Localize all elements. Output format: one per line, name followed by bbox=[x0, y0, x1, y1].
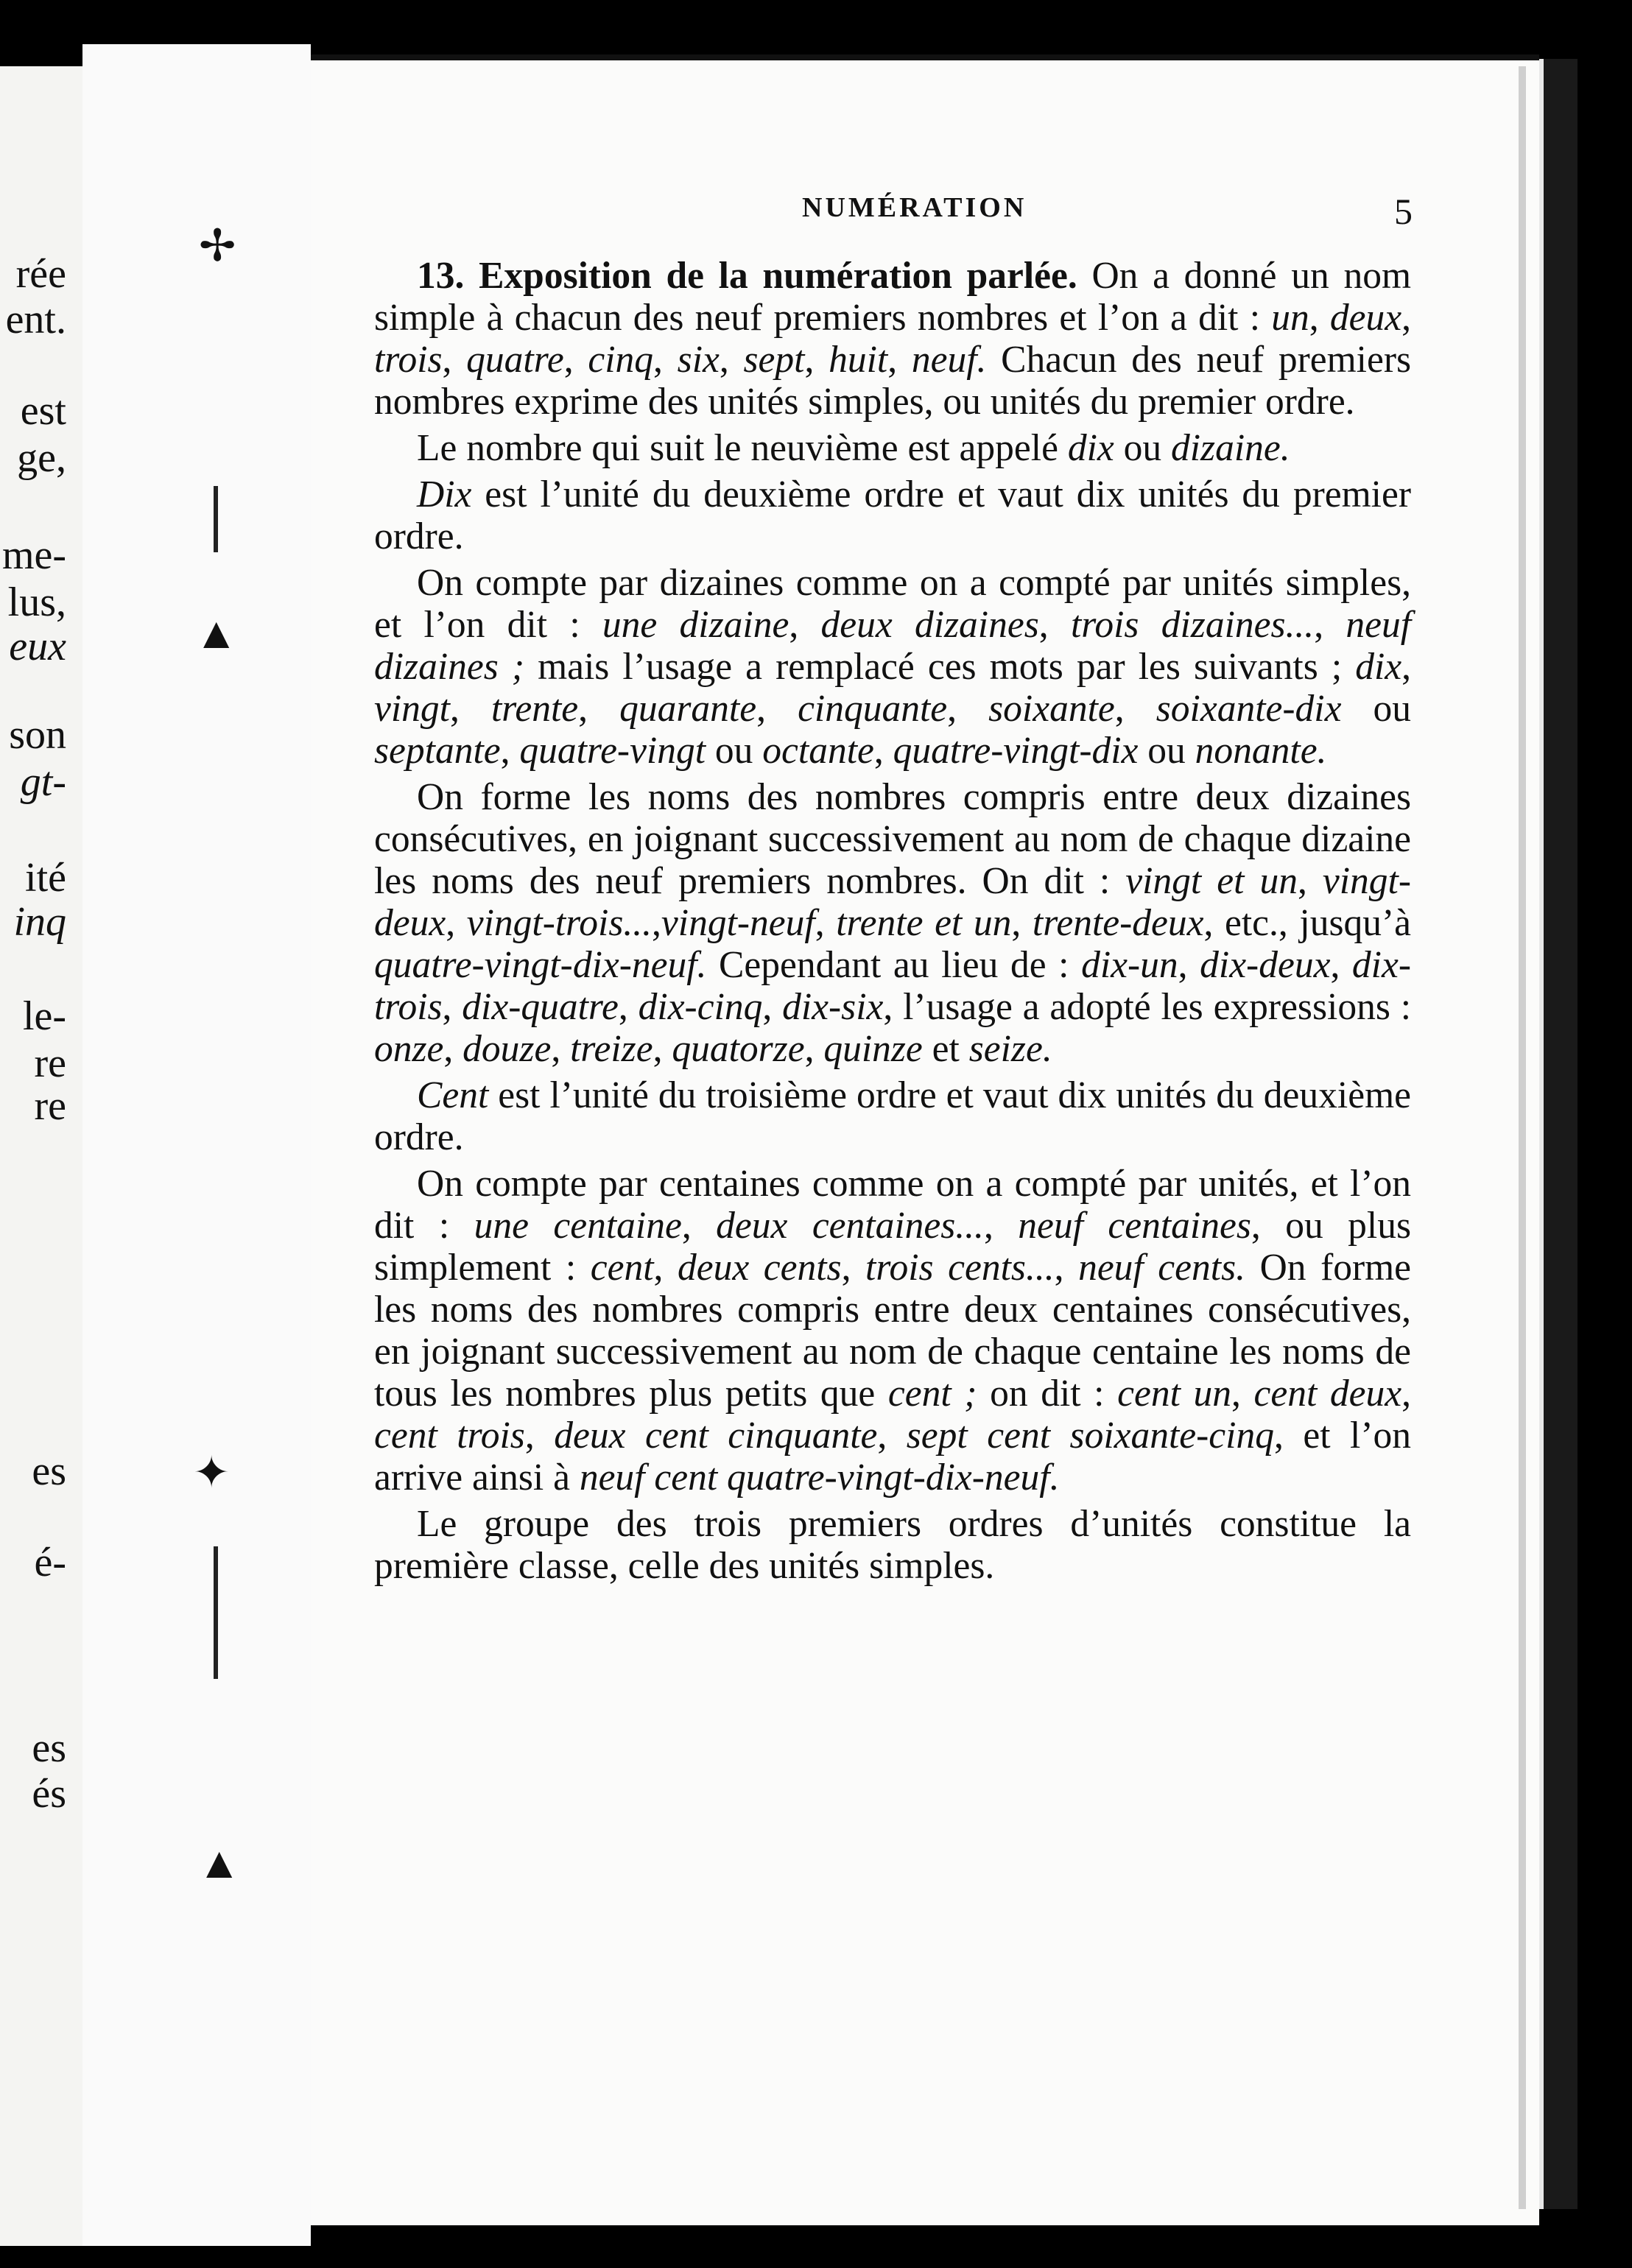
italic-term: cent bbox=[590, 1247, 654, 1289]
text: , bbox=[756, 688, 798, 730]
paragraph bbox=[374, 776, 1411, 1070]
facing-page-fragment: re bbox=[34, 1083, 66, 1129]
facing-page-fragment: le- bbox=[22, 993, 66, 1039]
italic-term: deux bbox=[1329, 297, 1402, 339]
italic-term: quinze bbox=[823, 1028, 923, 1070]
binding-line bbox=[214, 486, 218, 552]
text: On compte par dizaines comme on a compté par unités simples, et l’on dit : bbox=[374, 562, 1411, 646]
facing-page-fragment: ité bbox=[25, 855, 66, 901]
binding-line bbox=[214, 1546, 218, 1679]
italic-term: onze bbox=[374, 1028, 444, 1070]
italic-term: deux cent cinquante bbox=[554, 1415, 878, 1457]
paragraph bbox=[374, 255, 1411, 423]
text: , bbox=[1231, 1373, 1254, 1415]
facing-page-fragment: é- bbox=[34, 1540, 66, 1585]
text: Chacun des neuf premiers nombres exprime des unités simples, ou unités du premier ordre. bbox=[374, 339, 1412, 423]
text: ou bbox=[1341, 688, 1412, 730]
italic-term: dix-trois bbox=[374, 944, 1411, 1028]
italic-term: deux dizaines bbox=[820, 604, 1039, 646]
text: Cependant au lieu de : bbox=[706, 944, 1082, 986]
italic-term: une dizaine bbox=[602, 604, 789, 646]
text: , bbox=[500, 730, 520, 772]
facing-page-fragment: es bbox=[32, 1725, 66, 1771]
text: , bbox=[762, 986, 783, 1028]
paragraph bbox=[374, 1503, 1411, 1587]
text: ou bbox=[1138, 730, 1195, 772]
italic-term: quatre-vingt bbox=[519, 730, 706, 772]
italic-term: cent trois bbox=[374, 1415, 525, 1457]
body-text bbox=[374, 255, 1411, 1591]
text: , bbox=[652, 902, 661, 944]
italic-term: quatorze bbox=[672, 1028, 805, 1070]
text: , bbox=[1054, 1247, 1079, 1289]
italic-term: quatre bbox=[466, 339, 564, 381]
facing-page-fragment: re bbox=[34, 1040, 66, 1086]
text: , bbox=[1038, 604, 1071, 646]
facing-page-fragment: lus, bbox=[7, 580, 66, 625]
text: , bbox=[1309, 297, 1330, 339]
text: , bbox=[1011, 902, 1033, 944]
facing-page-fragment: és bbox=[32, 1771, 66, 1817]
italic-term: trente-deux bbox=[1032, 902, 1204, 944]
italic-term: Dix bbox=[417, 473, 472, 515]
italic-term: dizaine. bbox=[1170, 427, 1290, 469]
facing-page-fragment: ge, bbox=[17, 435, 66, 481]
italic-term: vingt-neuf bbox=[661, 902, 815, 944]
text: , bbox=[1401, 297, 1412, 339]
italic-term: six bbox=[677, 339, 720, 381]
text: , bbox=[446, 902, 467, 944]
italic-term: septante bbox=[374, 730, 501, 772]
text: , ou plus simplement : bbox=[374, 1205, 1411, 1289]
facing-page-fragment: son bbox=[9, 712, 66, 758]
binding-mark: ✢ bbox=[199, 222, 236, 270]
italic-term: treize bbox=[570, 1028, 653, 1070]
facing-page-fragment: inq bbox=[13, 899, 66, 945]
text: , bbox=[551, 1028, 571, 1070]
text: , bbox=[449, 688, 491, 730]
italic-term: Cent bbox=[417, 1074, 489, 1116]
running-title: NUMÉRATION bbox=[802, 192, 1027, 223]
section-number: 13. bbox=[417, 255, 465, 297]
italic-term: dix-un bbox=[1081, 944, 1178, 986]
text: On forme les noms des nombres compris entre deux dizaines consécutives, en joignant successivement au nom de chaque dizaine les noms des neuf premiers nombres. On dit : bbox=[374, 776, 1411, 902]
italic-term: douze bbox=[462, 1028, 552, 1070]
text: , bbox=[1330, 944, 1352, 986]
text: est l’unité du deuxième ordre et vaut dix unités du premier ordre. bbox=[374, 473, 1411, 557]
italic-term: neuf. bbox=[911, 339, 987, 381]
text: , bbox=[815, 902, 837, 944]
text: , bbox=[1401, 1373, 1411, 1415]
text: On forme les noms des nombres compris entre deux centaines consécutives, en joignant successivement au nom de chaque centaine les noms de tous les nombres plus petits que bbox=[374, 1247, 1412, 1415]
italic-term: vingt bbox=[374, 688, 450, 730]
text: et bbox=[922, 1028, 969, 1070]
italic-term: sept bbox=[743, 339, 805, 381]
italic-term: deux cents bbox=[677, 1247, 842, 1289]
italic-term: neuf cent quatre-vingt-dix-neuf. bbox=[579, 1457, 1060, 1498]
text: On a donné un nom simple à chacun des neuf premiers nombres et l’on a dit : bbox=[374, 255, 1411, 339]
paragraph bbox=[374, 1074, 1411, 1158]
text: , bbox=[789, 604, 821, 646]
text: , bbox=[804, 339, 829, 381]
page-number: 5 bbox=[1394, 191, 1413, 232]
italic-term: deux centaines... bbox=[716, 1205, 984, 1247]
text: ou bbox=[1114, 427, 1171, 469]
italic-term: nonante. bbox=[1195, 730, 1327, 772]
text: Le nombre qui suit le neuvième est appelé bbox=[417, 427, 1068, 469]
italic-term: neuf centaines bbox=[1018, 1205, 1251, 1247]
text: , bbox=[1178, 944, 1200, 986]
facing-page-fragment: me- bbox=[1, 532, 66, 578]
text: , bbox=[1314, 604, 1346, 646]
text: , bbox=[524, 1415, 555, 1457]
italic-term: neuf dizaines ; bbox=[374, 604, 1412, 688]
italic-term: cent ; bbox=[887, 1373, 977, 1415]
text: mais l’usage a remplacé ces mots par les suivants ; bbox=[524, 646, 1356, 688]
italic-term: cinquante bbox=[798, 688, 948, 730]
italic-term: trente et un bbox=[836, 902, 1012, 944]
text: , bbox=[719, 339, 744, 381]
italic-term: trente bbox=[490, 688, 579, 730]
text: , bbox=[653, 1247, 678, 1289]
text: , bbox=[1297, 860, 1323, 902]
gutter bbox=[82, 44, 311, 2246]
italic-term: dix-six bbox=[782, 986, 884, 1028]
text: , bbox=[563, 339, 588, 381]
text: , bbox=[442, 339, 467, 381]
binding-mark: ▲ bbox=[197, 1839, 242, 1887]
text: , bbox=[653, 1028, 672, 1070]
text: , bbox=[578, 688, 620, 730]
text: , bbox=[983, 1205, 1019, 1247]
paragraph bbox=[374, 427, 1411, 469]
paragraph bbox=[374, 1163, 1411, 1498]
text: , bbox=[947, 688, 989, 730]
facing-page-fragment: rée bbox=[15, 251, 66, 297]
italic-term: cent un bbox=[1117, 1373, 1232, 1415]
text: , bbox=[887, 339, 912, 381]
section-heading: Exposition de la numération parlée. bbox=[479, 255, 1077, 297]
italic-term: dix bbox=[1355, 646, 1402, 688]
text: , bbox=[804, 1028, 824, 1070]
italic-term: cinq bbox=[588, 339, 654, 381]
italic-term: octante bbox=[762, 730, 874, 772]
italic-term: sept cent soixante-cinq bbox=[906, 1415, 1274, 1457]
page-edge bbox=[1519, 66, 1526, 2209]
text: on dit : bbox=[977, 1373, 1118, 1415]
paragraph bbox=[374, 562, 1411, 772]
italic-term: quatre-vingt-dix bbox=[893, 730, 1139, 772]
text: , et l’on arrive ainsi à bbox=[374, 1415, 1412, 1498]
italic-term: une centaine bbox=[474, 1205, 682, 1247]
italic-term: huit bbox=[829, 339, 888, 381]
text: Le groupe des trois premiers ordres d’unités constitue la première classe, celle des unités simples. bbox=[374, 1503, 1411, 1587]
text: , l’usage a adopté les expressions : bbox=[883, 986, 1412, 1028]
binding-mark: ✦ bbox=[193, 1448, 231, 1497]
text: On compte par centaines comme on a compté par unités, et l’on dit : bbox=[374, 1163, 1411, 1247]
facing-page bbox=[0, 66, 82, 2246]
text: ou bbox=[706, 730, 763, 772]
italic-term: dix-quatre bbox=[462, 986, 619, 1028]
text: , bbox=[873, 730, 893, 772]
italic-term: trois dizaines... bbox=[1070, 604, 1315, 646]
italic-term: quatre-vingt-dix-neuf. bbox=[374, 944, 707, 986]
text: , bbox=[1401, 646, 1411, 688]
text: , bbox=[877, 1415, 907, 1457]
italic-term: vingt-trois... bbox=[466, 902, 653, 944]
italic-term: cent deux bbox=[1253, 1373, 1402, 1415]
binding-mark: ▲ bbox=[194, 609, 239, 658]
text: , bbox=[443, 1028, 463, 1070]
facing-page-fragment: est bbox=[20, 388, 66, 434]
italic-term: trois bbox=[374, 339, 443, 381]
text: , bbox=[653, 339, 678, 381]
text: , bbox=[618, 986, 639, 1028]
text: est l’unité du troisième ordre et vaut dix unités du deuxième ordre. bbox=[374, 1074, 1411, 1158]
italic-term: vingt-deux bbox=[374, 860, 1411, 944]
italic-term: quarante bbox=[619, 688, 757, 730]
italic-term: trois cents... bbox=[865, 1247, 1055, 1289]
text: , bbox=[1114, 688, 1156, 730]
italic-term: seize. bbox=[968, 1028, 1052, 1070]
italic-term: dix-cinq bbox=[638, 986, 763, 1028]
italic-term: dix bbox=[1067, 427, 1114, 469]
italic-term: neuf cents. bbox=[1078, 1247, 1245, 1289]
facing-page-fragment: eux bbox=[9, 624, 66, 669]
italic-term: soixante bbox=[988, 688, 1115, 730]
italic-term: soixante-dix bbox=[1156, 688, 1342, 730]
facing-page-fragment: es bbox=[32, 1448, 66, 1494]
facing-page-fragment: ent. bbox=[5, 297, 66, 342]
text: , etc., jusqu’à bbox=[1203, 902, 1412, 944]
facing-page-fragment: gt- bbox=[20, 759, 66, 805]
text: , bbox=[442, 986, 462, 1028]
book-cover-edge bbox=[1539, 59, 1578, 2209]
italic-term: dix-deux bbox=[1200, 944, 1331, 986]
text: , bbox=[841, 1247, 866, 1289]
running-head bbox=[489, 138, 1413, 232]
paragraph bbox=[374, 473, 1411, 557]
italic-term: vingt et un bbox=[1125, 860, 1298, 902]
text: , bbox=[681, 1205, 717, 1247]
italic-term: un bbox=[1271, 297, 1309, 339]
